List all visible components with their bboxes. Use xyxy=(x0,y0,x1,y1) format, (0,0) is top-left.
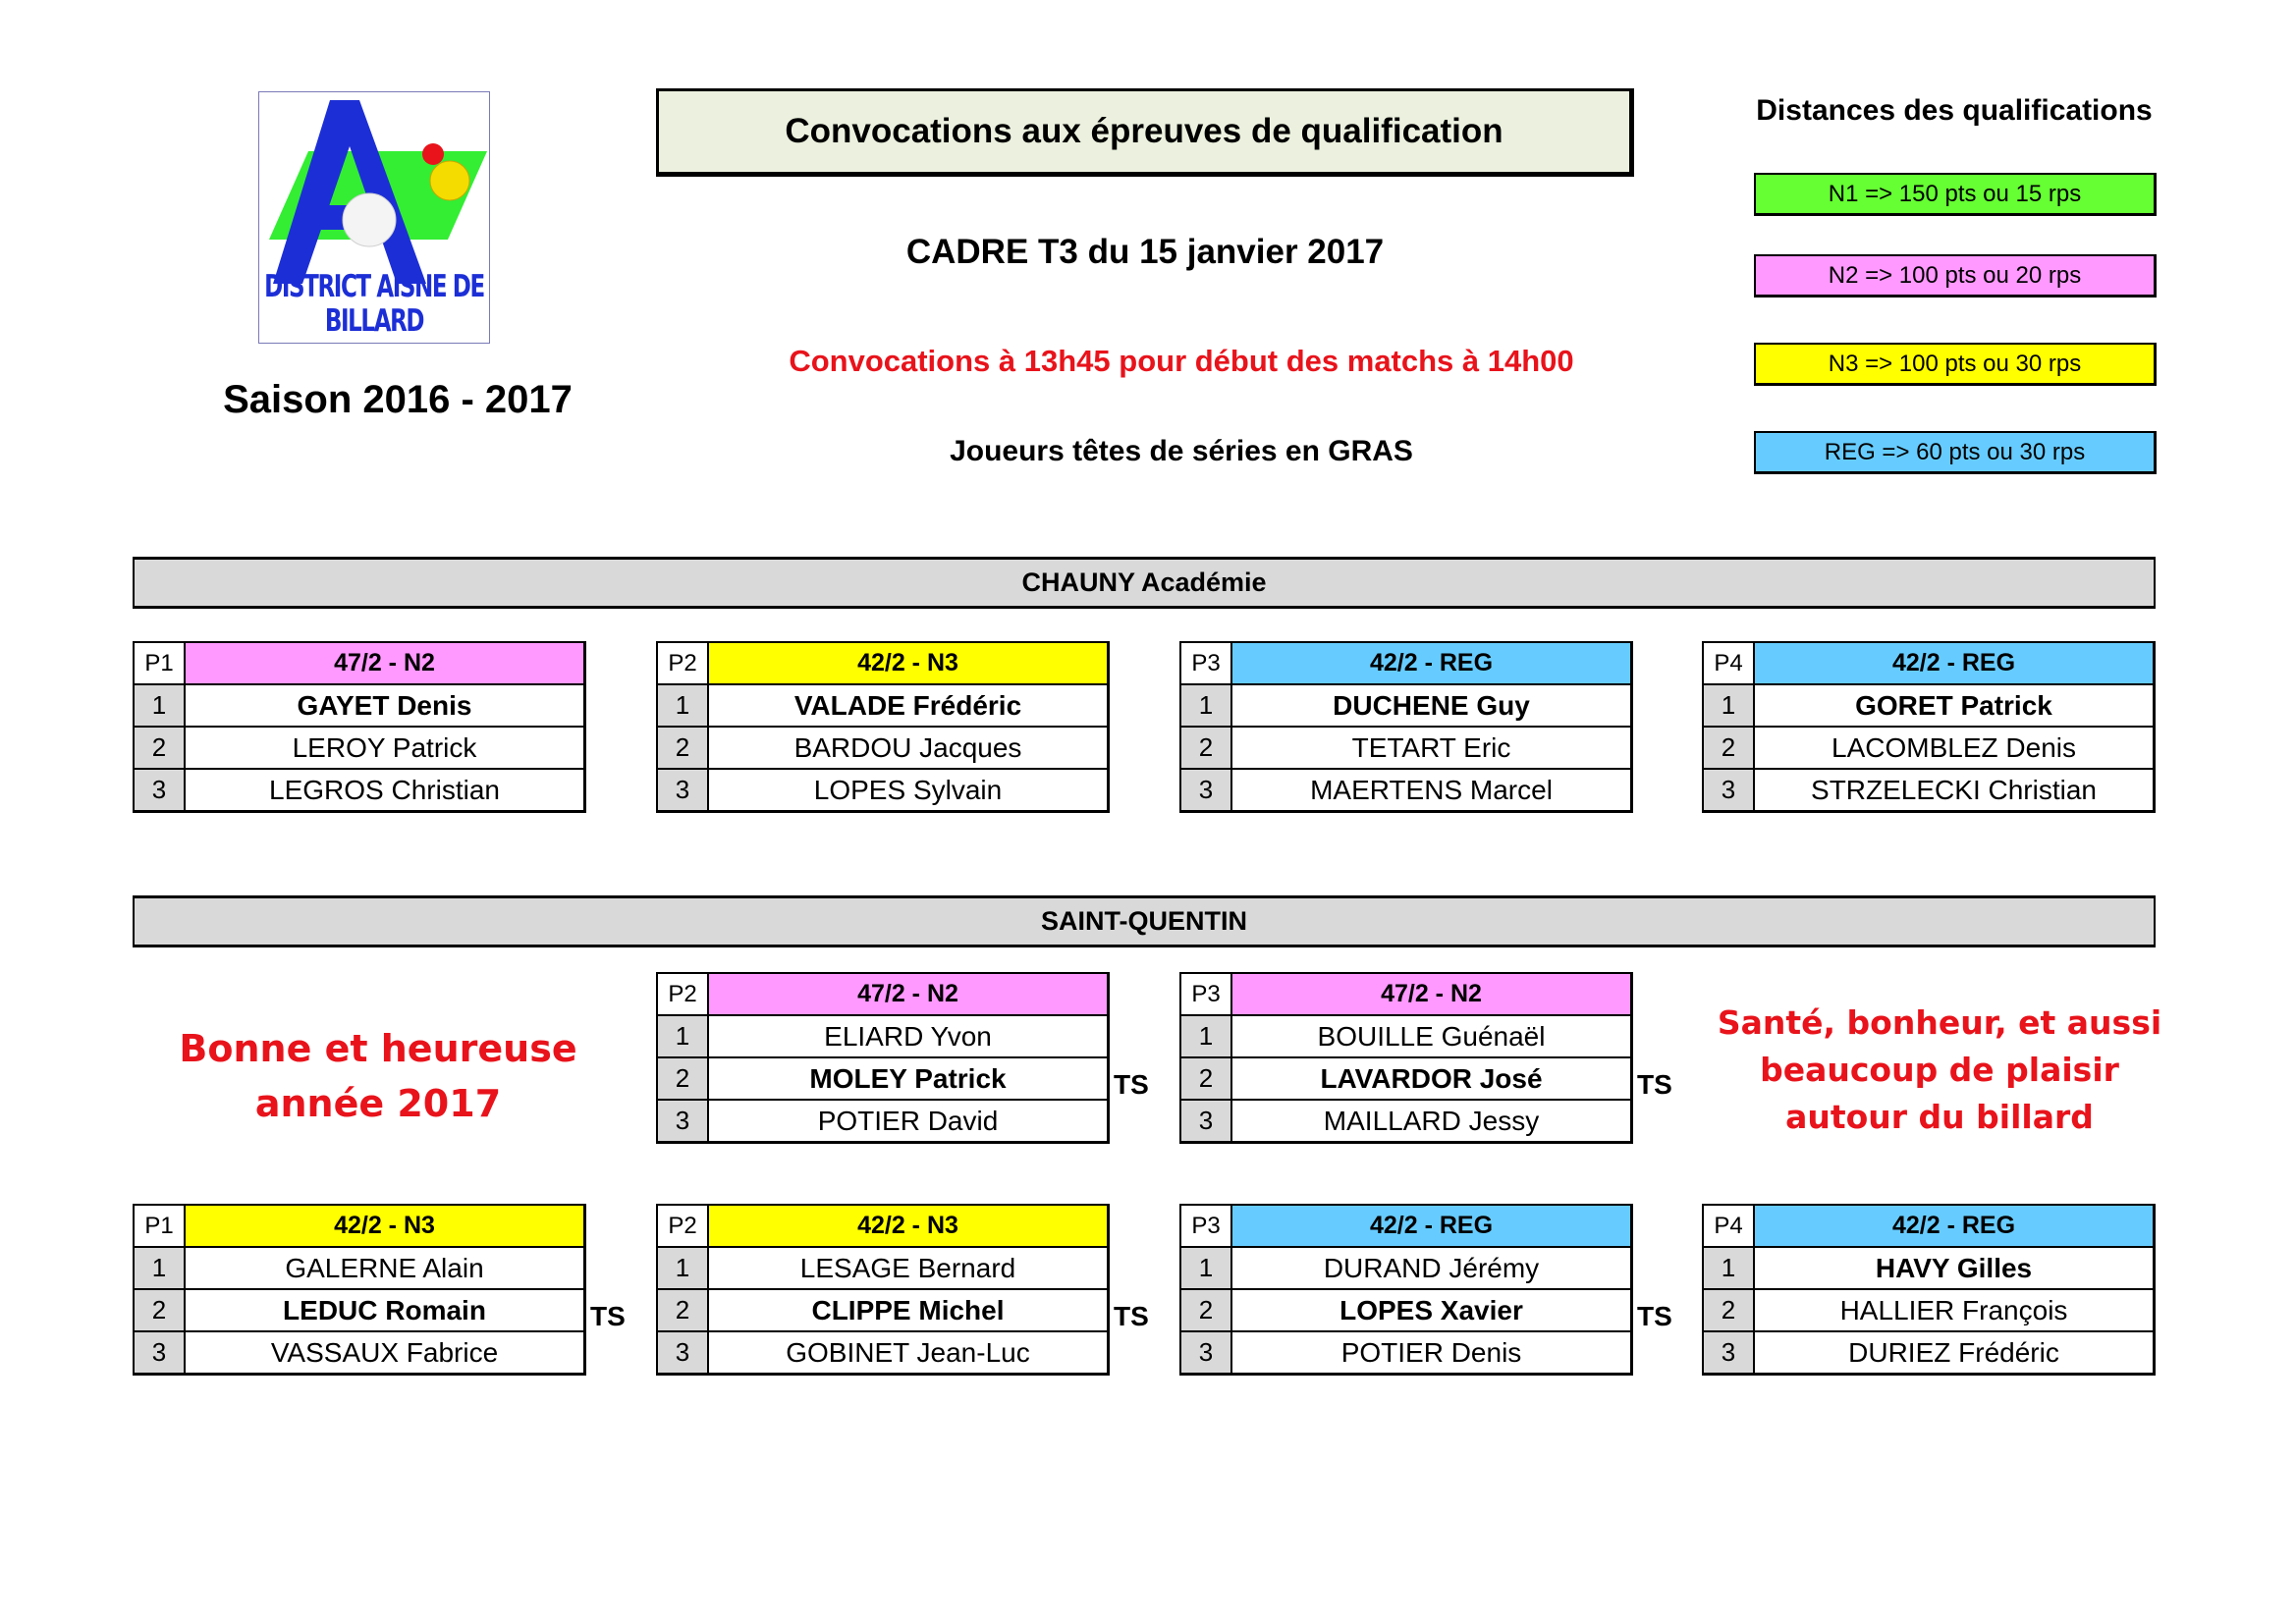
distance-n3: N3 => 100 pts ou 30 rps xyxy=(1754,343,2157,386)
player-name: CLIPPE Michel xyxy=(708,1289,1109,1331)
poule-header-row xyxy=(657,642,1109,684)
poule-table xyxy=(1179,1204,1633,1376)
poule-header-row xyxy=(1180,1205,1632,1247)
player-name: BARDOU Jacques xyxy=(708,727,1109,769)
section-saint-quentin: SAINT-QUENTIN xyxy=(133,895,2156,947)
player-row xyxy=(1703,727,2155,769)
distance-n1: N1 => 150 pts ou 15 rps xyxy=(1754,173,2157,216)
poule-code: P2 xyxy=(657,973,708,1015)
player-number: 3 xyxy=(1703,1331,1754,1375)
player-number: 2 xyxy=(1703,1289,1754,1331)
player-name: LAVARDOR José xyxy=(1231,1057,1632,1100)
player-number: 2 xyxy=(657,1057,708,1100)
poule-category: 47/2 - N2 xyxy=(1231,973,1632,1015)
convocation-time: Convocations à 13h45 pour début des matchs à 14h00 xyxy=(789,344,1574,378)
logo-text: DISTRICT AISNE DE BILLARD xyxy=(264,269,484,339)
player-number: 1 xyxy=(657,684,708,727)
player-number: 1 xyxy=(134,1247,185,1289)
ts-marker: TS xyxy=(1114,1301,1149,1331)
new-year-wish xyxy=(147,1021,609,1131)
player-name: BOUILLE Guénaël xyxy=(1231,1015,1632,1057)
player-name: VASSAUX Fabrice xyxy=(185,1331,585,1375)
poule-table xyxy=(133,641,586,813)
player-number: 3 xyxy=(1180,769,1231,812)
player-number: 3 xyxy=(657,1331,708,1375)
player-row xyxy=(657,1247,1109,1289)
player-row xyxy=(134,684,585,727)
poule-header-row xyxy=(134,1205,585,1247)
ts-marker: TS xyxy=(1637,1069,1672,1100)
player-name: ELIARD Yvon xyxy=(708,1015,1109,1057)
player-name: LESAGE Bernard xyxy=(708,1247,1109,1289)
distance-n2: N2 => 100 pts ou 20 rps xyxy=(1754,254,2157,297)
player-row xyxy=(657,769,1109,812)
player-name: HAVY Gilles xyxy=(1754,1247,2155,1289)
player-row xyxy=(657,1100,1109,1143)
poule-header-row xyxy=(134,642,585,684)
player-name: MOLEY Patrick xyxy=(708,1057,1109,1100)
player-row xyxy=(1180,1100,1632,1143)
player-row xyxy=(657,1289,1109,1331)
ts-marker: TS xyxy=(590,1301,626,1331)
poule-header-row xyxy=(1180,973,1632,1015)
poule-category: 47/2 - N2 xyxy=(708,973,1109,1015)
poule-table xyxy=(1702,1204,2156,1376)
player-row xyxy=(1703,684,2155,727)
player-number: 3 xyxy=(1180,1331,1231,1375)
billiard-wish xyxy=(1689,1000,2190,1141)
poule-header-row xyxy=(1703,1205,2155,1247)
poule-header-row xyxy=(1180,642,1632,684)
distances-title: Distances des qualifications xyxy=(1756,94,2153,127)
poule-code: P4 xyxy=(1703,642,1754,684)
player-row xyxy=(1180,1247,1632,1289)
poule-category: 47/2 - N2 xyxy=(185,642,585,684)
player-name: GAYET Denis xyxy=(185,684,585,727)
poule-category: 42/2 - N3 xyxy=(185,1205,585,1247)
player-name: POTIER David xyxy=(708,1100,1109,1143)
ts-marker: TS xyxy=(1114,1069,1149,1100)
player-name: DURAND Jérémy xyxy=(1231,1247,1632,1289)
player-row xyxy=(1703,1247,2155,1289)
player-name: LEROY Patrick xyxy=(185,727,585,769)
poule-code: P1 xyxy=(134,1205,185,1247)
player-name: MAILLARD Jessy xyxy=(1231,1100,1632,1143)
player-number: 1 xyxy=(1703,684,1754,727)
player-row xyxy=(1180,684,1632,727)
player-number: 2 xyxy=(134,727,185,769)
poule-table xyxy=(133,1204,586,1376)
season-label: Saison 2016 - 2017 xyxy=(223,378,573,421)
poule-category: 42/2 - REG xyxy=(1231,1205,1632,1247)
player-name: DUCHENE Guy xyxy=(1231,684,1632,727)
poule-table xyxy=(1702,641,2156,813)
player-row xyxy=(1703,769,2155,812)
player-number: 2 xyxy=(1180,1057,1231,1100)
player-number: 1 xyxy=(657,1247,708,1289)
player-row xyxy=(1180,727,1632,769)
player-row xyxy=(657,684,1109,727)
player-row xyxy=(1703,1331,2155,1375)
player-number: 3 xyxy=(657,769,708,812)
player-number: 1 xyxy=(657,1015,708,1057)
player-row xyxy=(657,1331,1109,1375)
poule-code: P3 xyxy=(1180,1205,1231,1247)
player-name: STRZELECKI Christian xyxy=(1754,769,2155,812)
player-row xyxy=(1703,1289,2155,1331)
player-number: 3 xyxy=(1180,1100,1231,1143)
poule-table xyxy=(656,972,1110,1144)
poule-code: P3 xyxy=(1180,642,1231,684)
seeds-note: Joueurs têtes de séries en GRAS xyxy=(950,435,1413,467)
poule-table xyxy=(1179,972,1633,1144)
player-row xyxy=(1180,1331,1632,1375)
player-name: LACOMBLEZ Denis xyxy=(1754,727,2155,769)
player-name: LOPES Xavier xyxy=(1231,1289,1632,1331)
player-name: HALLIER François xyxy=(1754,1289,2155,1331)
player-row xyxy=(134,769,585,812)
wish-line: année 2017 xyxy=(254,1082,502,1125)
player-row xyxy=(657,1015,1109,1057)
player-row xyxy=(134,1247,585,1289)
poule-header-row xyxy=(657,973,1109,1015)
poule-category: 42/2 - REG xyxy=(1231,642,1632,684)
player-row xyxy=(657,727,1109,769)
poule-category: 42/2 - N3 xyxy=(708,1205,1109,1247)
player-name: POTIER Denis xyxy=(1231,1331,1632,1375)
event-title: CADRE T3 du 15 janvier 2017 xyxy=(905,233,1385,271)
player-name: VALADE Frédéric xyxy=(708,684,1109,727)
player-number: 1 xyxy=(1180,684,1231,727)
player-name: LOPES Sylvain xyxy=(708,769,1109,812)
player-name: DURIEZ Frédéric xyxy=(1754,1331,2155,1375)
ts-marker: TS xyxy=(1637,1301,1672,1331)
player-name: GALERNE Alain xyxy=(185,1247,585,1289)
player-number: 2 xyxy=(657,727,708,769)
distance-reg: REG => 60 pts ou 30 rps xyxy=(1754,431,2157,474)
player-number: 3 xyxy=(657,1100,708,1143)
player-row xyxy=(134,1331,585,1375)
player-number: 1 xyxy=(1180,1247,1231,1289)
player-name: LEGROS Christian xyxy=(185,769,585,812)
player-name: GOBINET Jean-Luc xyxy=(708,1331,1109,1375)
poule-code: P2 xyxy=(657,642,708,684)
wish-line: beaucoup de plaisir xyxy=(1760,1051,2119,1089)
poule-code: P2 xyxy=(657,1205,708,1247)
player-row xyxy=(1180,1289,1632,1331)
player-row xyxy=(134,727,585,769)
poule-category: 42/2 - REG xyxy=(1754,642,2155,684)
poule-category: 42/2 - REG xyxy=(1754,1205,2155,1247)
wish-line: Santé, bonheur, et aussi xyxy=(1717,1003,2162,1042)
player-name: LEDUC Romain xyxy=(185,1289,585,1331)
poule-header-row xyxy=(657,1205,1109,1247)
poule-code: P3 xyxy=(1180,973,1231,1015)
player-number: 2 xyxy=(134,1289,185,1331)
player-number: 3 xyxy=(134,1331,185,1375)
player-row xyxy=(1180,769,1632,812)
player-row xyxy=(1180,1015,1632,1057)
poule-table xyxy=(656,641,1110,813)
player-name: GORET Patrick xyxy=(1754,684,2155,727)
player-row xyxy=(134,1289,585,1331)
poule-table xyxy=(1179,641,1633,813)
district-logo xyxy=(258,91,490,344)
player-row xyxy=(657,1057,1109,1100)
player-number: 3 xyxy=(1703,769,1754,812)
poule-header-row xyxy=(1703,642,2155,684)
player-number: 2 xyxy=(1180,727,1231,769)
wish-line: autour du billard xyxy=(1785,1098,2094,1136)
player-number: 3 xyxy=(134,769,185,812)
player-row xyxy=(1180,1057,1632,1100)
player-number: 2 xyxy=(657,1289,708,1331)
player-number: 2 xyxy=(1703,727,1754,769)
section-chauny: CHAUNY Académie xyxy=(133,557,2156,609)
wish-line: Bonne et heureuse xyxy=(179,1027,577,1070)
poule-code: P4 xyxy=(1703,1205,1754,1247)
poule-code: P1 xyxy=(134,642,185,684)
player-number: 1 xyxy=(1180,1015,1231,1057)
player-number: 2 xyxy=(1180,1289,1231,1331)
poule-category: 42/2 - N3 xyxy=(708,642,1109,684)
page-title: Convocations aux épreuves de qualification xyxy=(656,88,1634,177)
player-name: MAERTENS Marcel xyxy=(1231,769,1632,812)
player-number: 1 xyxy=(1703,1247,1754,1289)
player-number: 1 xyxy=(134,684,185,727)
poule-table xyxy=(656,1204,1110,1376)
player-name: TETART Eric xyxy=(1231,727,1632,769)
